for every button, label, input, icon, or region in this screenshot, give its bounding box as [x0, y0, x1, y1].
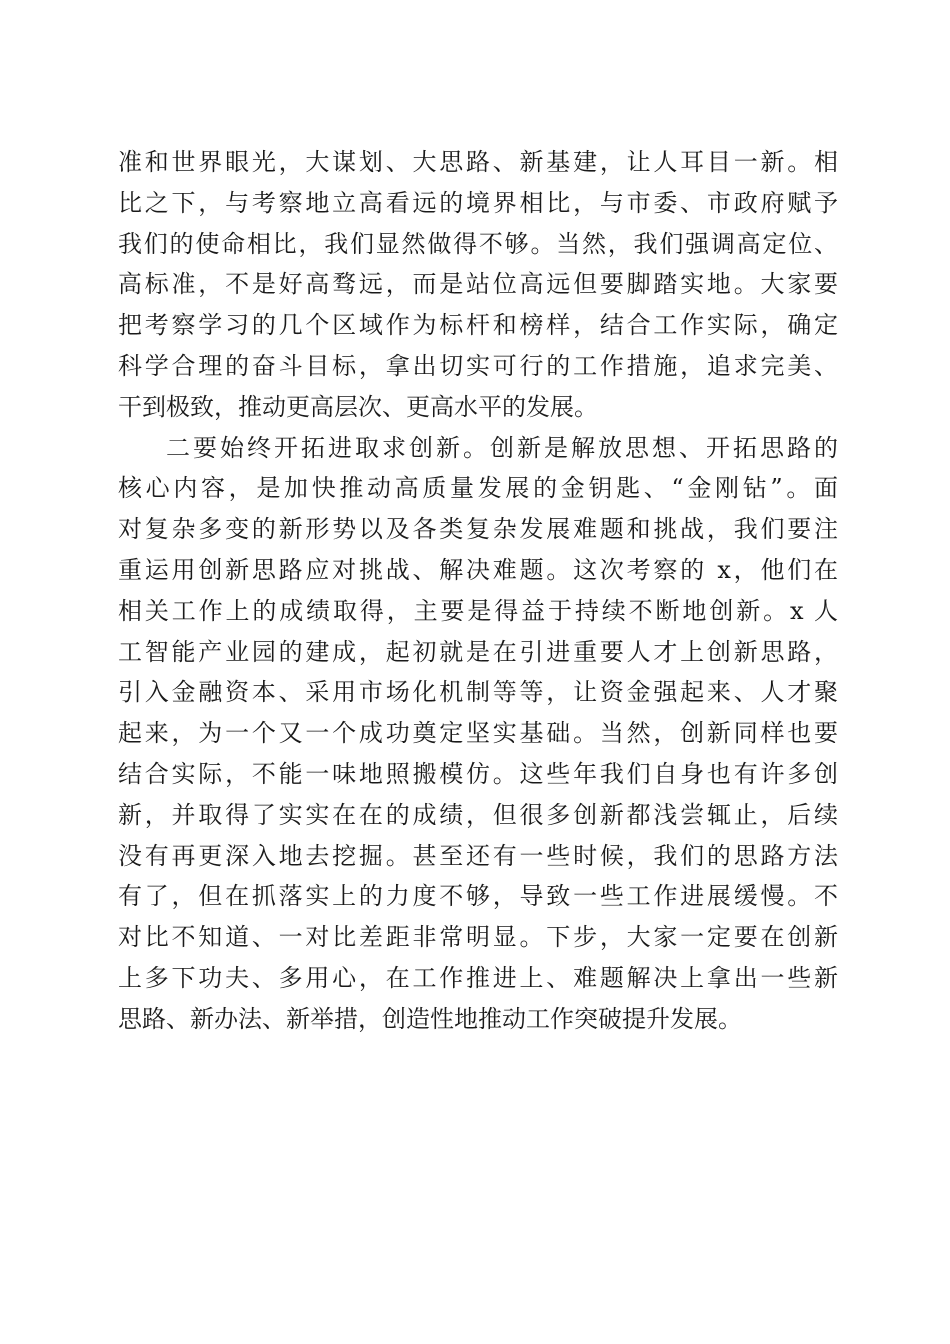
- text-line: 准和世界眼光，大谋划、大思路、新基建，让人耳目一新。相: [118, 148, 838, 176]
- text-line: 干到极致，推动更高层次、更高水平的发展。: [118, 392, 598, 421]
- text-line: 重运用创新思路应对挑战、解决难题。这次考察的 x，他们在: [118, 555, 838, 584]
- text-line: 比之下，与考察地立高看远的境界相比，与市委、市政府赋予: [118, 188, 838, 217]
- paragraph-1: [118, 142, 838, 428]
- text-line: 把考察学习的几个区域作为标杆和榜样，结合工作实际，确定: [118, 311, 838, 340]
- text-line: 二要始终开拓进取求创新。创新是解放思想、开拓思路的: [166, 433, 838, 462]
- text-line: 工智能产业园的建成，起初就是在引进重要人才上创新思路，: [118, 637, 838, 666]
- text-line: 对复杂多变的新形势以及各类复杂发展难题和挑战，我们要注: [118, 515, 838, 544]
- text-line: 没有再更深入地去挖掘。甚至还有一些时候，我们的思路方法: [118, 841, 838, 870]
- text-line: 科学合理的奋斗目标，拿出切实可行的工作措施，追求完美、: [118, 351, 838, 380]
- text-line: 有了，但在抓落实上的力度不够，导致一些工作进展缓慢。不: [118, 882, 838, 911]
- text-line: 新，并取得了实实在在的成绩，但很多创新都浅尝辄止，后续: [118, 800, 838, 829]
- text-line: 思路、新办法、新举措，创造性地推动工作突破提升发展。: [118, 1004, 742, 1033]
- text-line: 高标准，不是好高骛远，而是站位高远但要脚踏实地。大家要: [118, 270, 838, 299]
- paragraph-2: [118, 428, 838, 1040]
- text-line: 引入金融资本、采用市场化机制等等，让资金强起来、人才聚: [118, 678, 838, 707]
- text-line: 核心内容，是加快推动高质量发展的金钥匙、“金刚钻”。面: [118, 474, 838, 503]
- text-line: 相关工作上的成绩取得，主要是得益于持续不断地创新。x 人: [118, 596, 838, 625]
- text-line: 结合实际，不能一味地照搬模仿。这些年我们自身也有许多创: [118, 759, 838, 788]
- document-body: [118, 142, 838, 1040]
- text-line: 我们的使命相比，我们显然做得不够。当然，我们强调高定位、: [118, 229, 838, 258]
- text-line: 上多下功夫、多用心，在工作推进上、难题解决上拿出一些新: [118, 963, 838, 992]
- text-line: 对比不知道、一对比差距非常明显。下步，大家一定要在创新: [118, 923, 838, 952]
- text-line: 起来，为一个又一个成功奠定坚实基础。当然，创新同样也要: [118, 719, 838, 748]
